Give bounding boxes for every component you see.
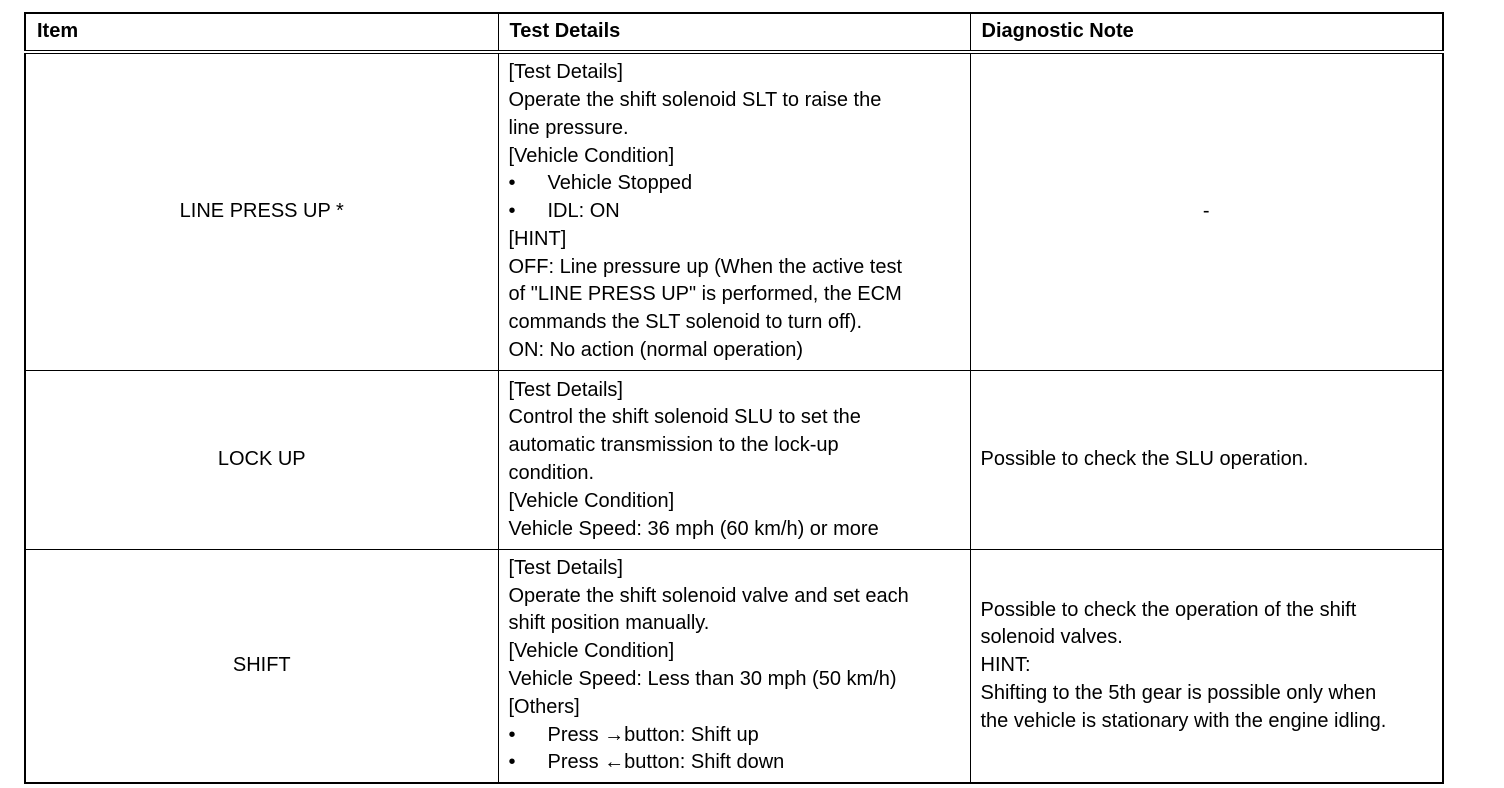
item-cell: LINE PRESS UP *: [25, 52, 498, 371]
details-line: shift position manually.: [508, 612, 710, 635]
details-line: [Others]: [508, 695, 580, 718]
details-line: [Test Details]: [508, 61, 623, 84]
details-line: Vehicle Speed: Less than 30 mph (50 km/h): [508, 668, 897, 690]
details-line: OFF: Line pressure up (When the active test: [508, 255, 903, 278]
bullet-item: [509, 198, 960, 226]
details-cell: [498, 371, 970, 550]
note-line: Possible to check the operation of the shift: [980, 598, 1357, 621]
note-cell: [970, 550, 1443, 784]
bullet-text: Press ←button: Shift down: [547, 751, 785, 774]
details-line: commands the SLT solenoid to turn off).: [508, 311, 863, 334]
bullet-item: [509, 170, 960, 198]
bullet-text: IDL: ON: [547, 200, 620, 223]
details-line: Operate the shift solenoid SLT to raise the: [508, 88, 882, 111]
details-line: of "LINE PRESS UP" is performed, the ECM: [508, 283, 902, 306]
bullet-item: [509, 722, 960, 750]
header-item: Item: [25, 13, 498, 52]
details-line: Control the shift solenoid SLU to set the: [508, 406, 861, 429]
bullet-marker: •: [508, 723, 516, 746]
bullet-item: [509, 749, 960, 777]
details-line: [Vehicle Condition]: [508, 489, 675, 512]
details-line: [Vehicle Condition]: [508, 144, 675, 167]
bullet-marker: •: [508, 751, 516, 774]
note-line: HINT:: [980, 654, 1031, 677]
bullet-text: Press →button: Shift up: [547, 723, 759, 746]
header-diagnostic-note: Diagnostic Note: [970, 13, 1443, 52]
details-cell: [498, 550, 970, 784]
note-line: the vehicle is stationary with the engine idling.: [980, 709, 1387, 732]
note-line: Shifting to the 5th gear is possible only when: [980, 681, 1377, 704]
details-cell: [498, 52, 970, 371]
bullet-marker: •: [508, 172, 516, 195]
table-row-line-press-up: [25, 52, 1443, 371]
note-line: solenoid valves.: [980, 626, 1123, 649]
details-line: ON: No action (normal operation): [508, 339, 804, 362]
details-line: [Vehicle Condition]: [508, 640, 675, 663]
note-cell: Possible to check the SLU operation.: [970, 371, 1443, 550]
details-line: automatic transmission to the lock-up: [508, 434, 839, 457]
details-line: Vehicle Speed: 36 mph (60 km/h) or more: [508, 517, 879, 540]
table-row-lock-up: [25, 371, 1443, 550]
details-line: [Test Details]: [508, 556, 623, 579]
details-line: Operate the shift solenoid valve and set each: [508, 584, 909, 607]
details-line: line pressure.: [508, 116, 629, 139]
item-cell: SHIFT: [25, 550, 498, 784]
bullet-marker: •: [508, 200, 516, 223]
bullet-text: Vehicle Stopped: [547, 172, 693, 195]
item-cell: LOCK UP: [25, 371, 498, 550]
details-line: [HINT]: [508, 227, 567, 250]
header-row: [25, 13, 1443, 52]
header-test-details: Test Details: [498, 13, 970, 52]
table-row-shift: [25, 550, 1443, 784]
active-test-table: [24, 12, 1444, 784]
note-cell: -: [970, 52, 1443, 371]
details-line: condition.: [508, 462, 595, 484]
details-line: [Test Details]: [508, 378, 623, 401]
